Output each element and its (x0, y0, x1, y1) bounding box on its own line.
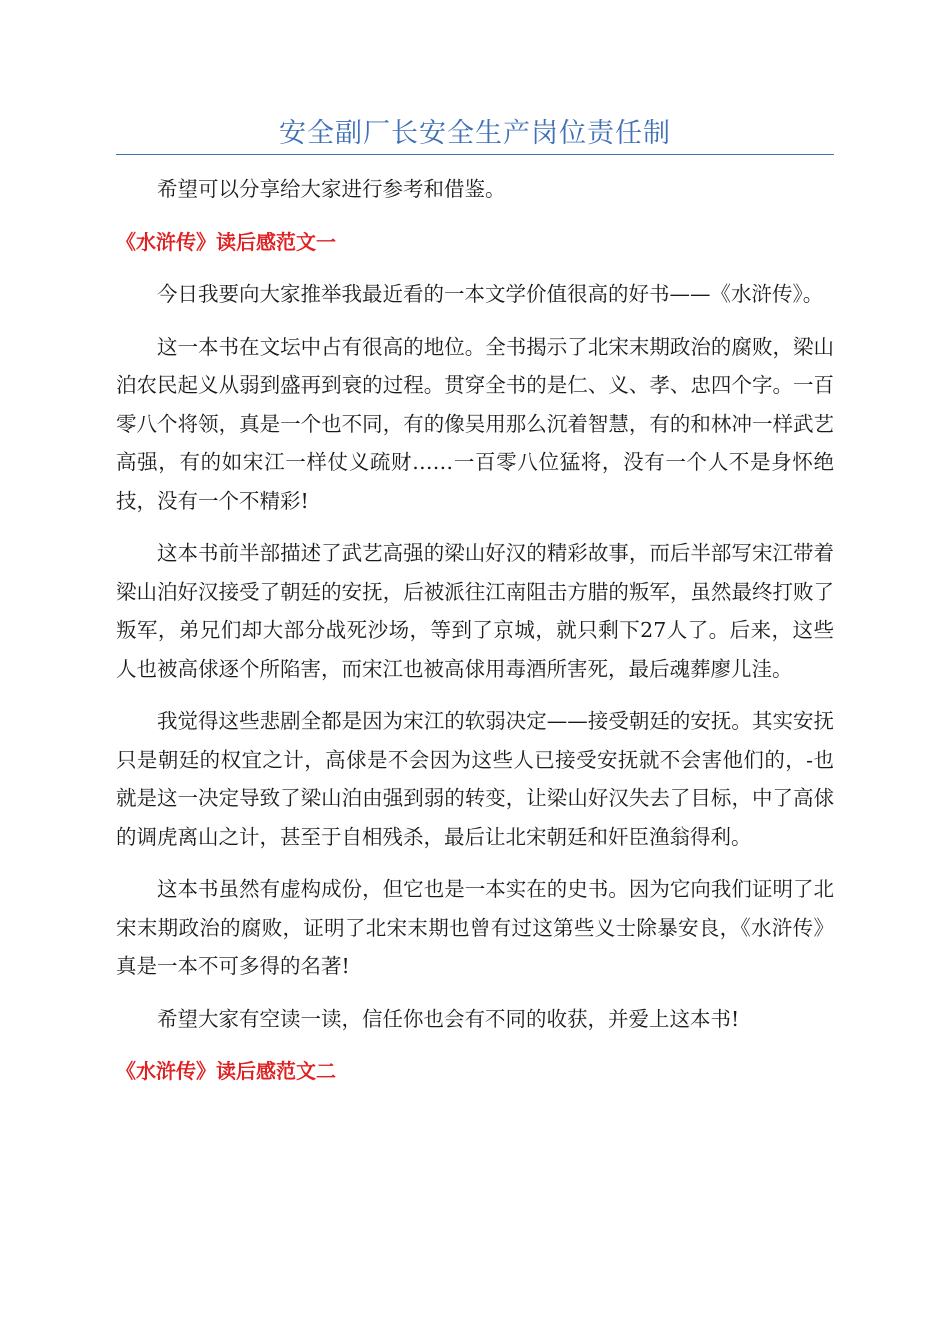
paragraph: 这本书虽然有虚构成份，但它也是一本实在的史书。因为它向我们证明了北宋末期政治的腐败，证明了北宋末期也曾有过这第些义士除暴安良，《水浒传》真是一本不可多得的名著! (116, 877, 834, 978)
paragraph: 这本书前半部描述了武艺高强的梁山好汉的精彩故事，而后半部写宋江带着梁山泊好汉接受了朝廷的安抚，后被派往江南阻击方腊的叛军，虽然最终打败了叛军，弟兄们却大部分战死沙场，等到了京城，就只剩下27人了。后来，这些人也被高俅逐个所陷害，而宋江也被高俅用毒酒所害死，最后魂葬廖儿洼。 (116, 541, 834, 681)
paragraph: 今日我要向大家推举我最近看的一本文学价值很高的好书——《水浒传》。 (157, 282, 824, 306)
intro-paragraph: 希望可以分享给大家进行参考和借鉴。 (157, 177, 506, 201)
section-heading-1: 《水浒传》读后感范文一 (116, 229, 336, 254)
title-divider (116, 154, 834, 155)
section-heading-2: 《水浒传》读后感范文二 (116, 1059, 336, 1083)
document-title: 安全副厂长安全生产岗位责任制 (279, 118, 671, 149)
paragraph: 这一本书在文坛中占有很高的地位。全书揭示了北宋末期政治的腐败，梁山泊农民起义从弱到盛再到衰的过程。贯穿全书的是仁、义、孝、忠四个字。一百零八个将领，真是一个也不同，有的像吴用那么沉着智慧，有的和林冲一样武艺高强，有的如宋江一样仗义疏财……一百零八位猛将，没有一个人不是身怀绝技，没有一个不精彩! (116, 334, 834, 513)
document-body (116, 170, 834, 1105)
paragraph: 我觉得这些悲剧全都是因为宋江的软弱决定——接受朝廷的安抚。其实安抚只是朝廷的权宜之计，高俅是不会因为这些人已接受安抚就不会害他们的，-也就是这一决定导致了梁山泊由强到弱的转变，让梁山好汉失去了目标，中了高俅的调虎离山之计，甚至于自相残杀，最后让北宋朝廷和奸臣渔翁得利。 (116, 709, 834, 849)
paragraph: 希望大家有空读一读，信任你也会有不同的收获，并爱上这本书! (157, 1006, 740, 1031)
